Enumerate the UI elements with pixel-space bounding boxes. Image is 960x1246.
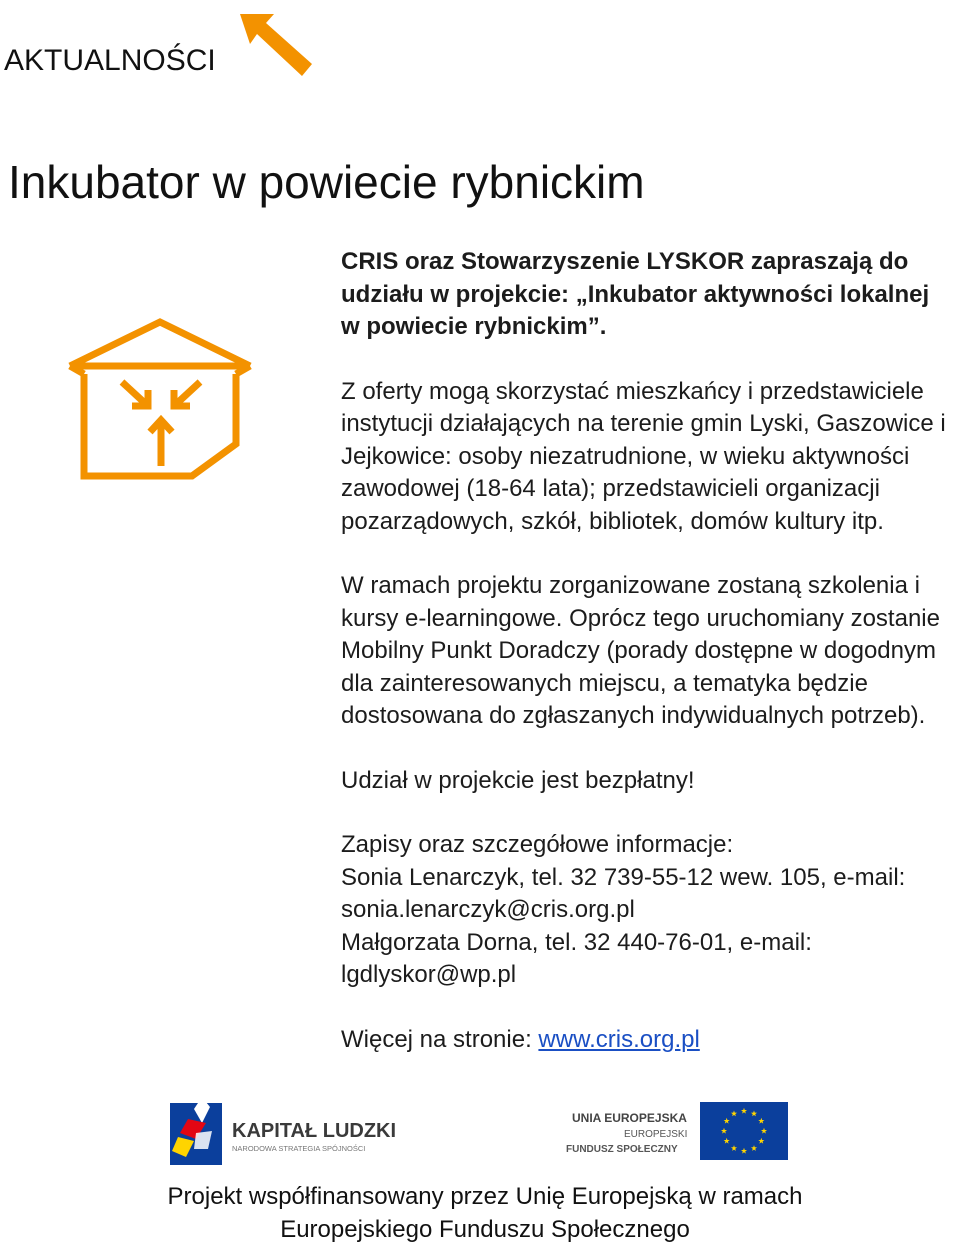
contact-intro: Zapisy oraz szczegółowe informacje: — [341, 829, 953, 862]
eu-logo-line3: FUNDUSZ SPOŁECZNY — [566, 1144, 678, 1155]
box-inbound-icon — [62, 316, 258, 480]
kl-logo-title: KAPITAŁ LUDZKI — [232, 1120, 396, 1142]
website-link[interactable]: www.cris.org.pl — [538, 1026, 699, 1053]
footer-line-2: Europejskiego Funduszu Społecznego — [0, 1214, 960, 1246]
article-lead: CRIS oraz Stowarzyszenie LYSKOR zapraszają do udziału w projekcie: „Inkubator aktywności lokalnej w powiecie rybnickim”. — [341, 246, 953, 344]
eu-logo-line1: UNIA EUROPEJSKA — [572, 1111, 687, 1125]
arrow-up-left-icon — [240, 14, 314, 76]
article-body — [341, 246, 953, 1056]
paragraph-activities: W ramach projektu zorganizowane zostaną szkolenia i kursy e-learningowe. Oprócz tego uruchomiany zostanie Mobilny Punkt Doradczy (porady dostępne w dogodnym dla zainteresowanych miejscu, a tematyka będzie dostosowana do zgłaszanych indywidualnych potrzeb). — [341, 570, 953, 733]
page-title: Inkubator w powiecie rybnickim — [8, 155, 645, 209]
eu-esf-logo — [548, 1090, 792, 1162]
more-info-label: Więcej na stronie: — [341, 1026, 538, 1053]
eu-logo-line2: EUROPEJSKI — [624, 1129, 687, 1140]
paragraph-free: Udział w projekcie jest bezpłatny! — [341, 765, 953, 798]
kapital-ludzki-logo — [166, 1093, 406, 1171]
paragraph-eligibility: Z oferty mogą skorzystać mieszkańcy i przedstawiciele instytucji działających na terenie gmin Lyski, Gaszowice i Jejkowice: osoby niezatrudnione, w wieku aktywności zawodowej (18-64 lata); przedstawicieli organizacji pozarządowych, szkół, bibliotek, domów kultury itp. — [341, 376, 953, 539]
contact-sonia: Sonia Lenarczyk, tel. 32 739-55-12 wew. 105, e-mail: sonia.lenarczyk@cris.org.pl — [341, 862, 953, 927]
kl-logo-subtitle: NARODOWA STRATEGIA SPÓJNOŚCI — [232, 1144, 365, 1153]
footer-line-1: Projekt współfinansowany przez Unię Europejską w ramach — [0, 1181, 960, 1214]
section-label: AKTUALNOŚCI — [4, 44, 216, 78]
footer — [0, 1181, 960, 1246]
contact-malgorzata: Małgorzata Dorna, tel. 32 440-76-01, e-mail: lgdlyskor@wp.pl — [341, 927, 953, 992]
more-info — [341, 1024, 953, 1057]
